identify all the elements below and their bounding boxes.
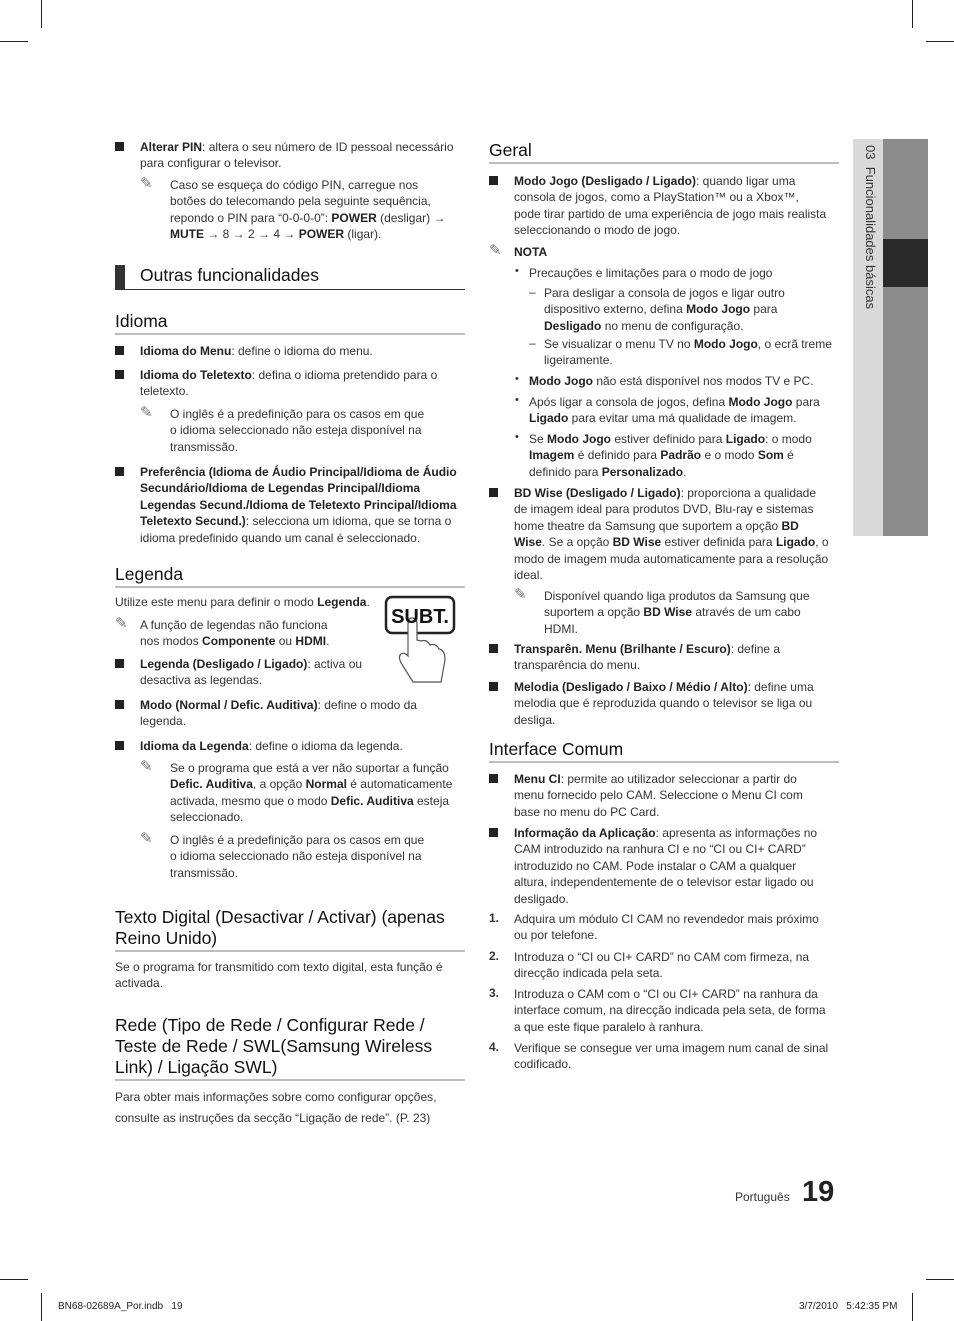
modo-jogo-item: Modo Jogo (Desligado / Ligado): quando ligar uma consola de jogos, como a PlayStation™ ou a Xbox™, pode tirar partido de uma experiência de jogo mais realista seleccionando o modo de jogo. bbox=[514, 174, 827, 238]
bullet-dash: – bbox=[529, 336, 536, 350]
bullet-square bbox=[489, 774, 498, 783]
bd-wise-note: Disponível quando liga produtos da Samsung que suportem a opção BD Wise através de um cabo HDMI. bbox=[544, 589, 810, 636]
crop-mark bbox=[41, 1293, 42, 1321]
note-pencil-icon: ✎ bbox=[140, 175, 153, 192]
section-title-outras: Outras funcionalidades bbox=[140, 265, 319, 285]
heading-rule bbox=[489, 162, 839, 164]
bd-wise-item: BD Wise (Desligado / Ligado): proporciona a qualidade de imagem ideal para produtos DVD, Blu-ray e sistemas home theatre da Samsung que suportem a opção BD Wise. Se a opção BD Wise estiver definida para Ligado, o modo de imagem muda automaticamente para a resolução ideal. bbox=[514, 486, 829, 583]
note-pencil-icon: ✎ bbox=[514, 586, 527, 603]
bullet-dash: – bbox=[529, 285, 536, 299]
heading-rule bbox=[489, 761, 839, 763]
crop-mark bbox=[0, 1279, 28, 1280]
subt-remote-button-illustration bbox=[383, 594, 458, 686]
heading-idioma: Idioma bbox=[115, 311, 168, 331]
page-number: 19 bbox=[802, 1176, 835, 1208]
bullet-square bbox=[115, 346, 124, 355]
note-pencil-icon: ✎ bbox=[140, 404, 153, 421]
bullet-dot: • bbox=[515, 431, 519, 443]
bullet-square bbox=[115, 142, 124, 151]
bullet-square bbox=[489, 176, 498, 185]
pin-note: Caso se esqueça do código PIN, carregue nos botões do telecomando pela seguinte sequência, repondo o PIN para “0-0-0-0”: POWER (desligar) → MUTE → 8 → 2 → 4 → POWER (ligar). bbox=[170, 178, 446, 242]
legenda-ligado-item: Legenda (Desligado / Ligado): activa ou desactiva as legendas. bbox=[140, 657, 363, 688]
heading-legenda: Legenda bbox=[115, 564, 184, 584]
bullet-dot: • bbox=[515, 373, 519, 385]
step-number: 1. bbox=[489, 911, 500, 925]
crop-mark bbox=[912, 1293, 913, 1321]
note-pencil-icon: ✎ bbox=[489, 242, 502, 259]
idioma-note: O inglês é a predefinição para os casos em que o idioma seleccionado não esteja disponível na transmissão. bbox=[170, 407, 425, 454]
idioma-legenda-item: Idioma da Legenda: define o idioma da legenda. bbox=[140, 739, 403, 753]
heading-interface-comum: Interface Comum bbox=[489, 739, 624, 759]
transparencia-item: Transparên. Menu (Brilhante / Escuro): define a transparência do menu. bbox=[514, 642, 781, 673]
game-bullet-1: Precauções e limitações para o modo de jogo bbox=[529, 266, 773, 280]
legenda-note-ingles: O inglês é a predefinição para os casos em que o idioma seleccionado não esteja disponível na transmissão. bbox=[170, 833, 425, 880]
step-item: Adquira um módulo CI CAM no revendedor mais próximo ou por telefone. bbox=[514, 912, 819, 943]
legenda-intro: Utilize este menu para definir o modo Legenda. bbox=[115, 595, 370, 609]
footer-language: Português bbox=[735, 1190, 790, 1204]
note-pencil-icon: ✎ bbox=[115, 615, 128, 632]
footer-date: 3/7/2010 5:42:35 PM bbox=[799, 1301, 898, 1312]
step-number: 4. bbox=[489, 1040, 500, 1054]
note-pencil-icon: ✎ bbox=[140, 830, 153, 847]
crop-mark bbox=[926, 1279, 954, 1280]
heading-rede: Rede (Tipo de Rede / Configurar Rede / Teste de Rede / SWL(Samsung Wireless Link) / Ligação SWL) bbox=[115, 1015, 433, 1077]
chapter-tab-marker bbox=[883, 239, 928, 287]
heading-rule bbox=[115, 333, 465, 335]
chapter-tab-band bbox=[883, 139, 928, 239]
bullet-square bbox=[115, 659, 124, 668]
legenda-note-defic: Se o programa que está a ver não suportar a função Defic. Auditiva, a opção Normal é automaticamente activada, mesmo que o modo Defic. Auditiva esteja seleccionado. bbox=[170, 761, 453, 825]
step-item: Verifique se consegue ver uma imagem num canal de sinal codificado. bbox=[514, 1041, 829, 1072]
chapter-label: 03 Funcionalidades básicas bbox=[863, 145, 878, 310]
bullet-square bbox=[115, 741, 124, 750]
section-rule bbox=[115, 289, 465, 290]
section-marker bbox=[115, 265, 125, 289]
bullet-square bbox=[115, 467, 124, 476]
step-number: 2. bbox=[489, 949, 500, 963]
heading-geral: Geral bbox=[489, 140, 532, 160]
game-bullet-4: Se Modo Jogo estiver definido para Ligado: o modo Imagem é definido para Padrão e o modo Som é definido para Personalizado. bbox=[529, 432, 812, 479]
crop-mark bbox=[926, 41, 954, 42]
crop-mark bbox=[912, 0, 913, 28]
preferencia-item: Preferência (Idioma de Áudio Principal/Idioma de Áudio Secundário/Idioma de Legendas Principal/Idioma Legendas Secund./Idioma de Teletexto Principal/Idioma Teletexto Secund.): selecciona um idioma, que se torna o idioma predefinido quando um canal é seleccionado. bbox=[140, 465, 457, 545]
alterar-pin-item: Alterar PIN: altera o seu número de ID pessoal necessário para configurar o televisor. bbox=[140, 140, 454, 171]
texto-digital-body: Se o programa for transmitido com texto digital, esta função é activada. bbox=[115, 960, 443, 991]
bullet-square bbox=[489, 828, 498, 837]
idioma-teletexto-item: Idioma do Teletexto: defina o idioma pretendido para o teletexto. bbox=[140, 368, 438, 399]
subt-label: SUBT. bbox=[391, 606, 449, 628]
idioma-menu-item: Idioma do Menu: define o idioma do menu. bbox=[140, 344, 373, 358]
heading-texto-digital: Texto Digital (Desactivar / Activar) (apenas Reino Unido) bbox=[115, 907, 445, 948]
heading-rule bbox=[115, 586, 465, 588]
nota-label: NOTA bbox=[514, 245, 548, 259]
bullet-square bbox=[489, 644, 498, 653]
step-item: Introduza o CAM com o “CI ou CI+ CARD” na ranhura da interface comum, na direcção indicada pela seta, de forma a que este fique paralelo à ranhura. bbox=[514, 987, 826, 1034]
melodia-item: Melodia (Desligado / Baixo / Médio / Alto): define uma melodia que é reproduzida quando o televisor se liga ou desliga. bbox=[514, 680, 814, 727]
game-bullet-3: Após ligar a consola de jogos, defina Modo Jogo para Ligado para evitar uma má qualidade de imagem. bbox=[529, 395, 820, 426]
game-dash-2: Se visualizar o menu TV no Modo Jogo, o ecrã treme ligeiramente. bbox=[544, 337, 832, 368]
bullet-dot: • bbox=[515, 265, 519, 277]
bullet-square bbox=[489, 682, 498, 691]
chapter-tab-band bbox=[883, 287, 928, 536]
bullet-square bbox=[489, 488, 498, 497]
game-bullet-2: Modo Jogo não está disponível nos modos TV e PC. bbox=[529, 374, 814, 388]
menu-ci-item: Menu CI: permite ao utilizador seleccionar a partir do menu fornecido pelo CAM. Seleccione o Menu CI com base no menu do PC Card. bbox=[514, 772, 803, 819]
bullet-square bbox=[115, 700, 124, 709]
modo-legenda-item: Modo (Normal / Defic. Auditiva): define o modo da legenda. bbox=[140, 698, 417, 729]
crop-mark bbox=[41, 0, 42, 28]
game-dash-1: Para desligar a consola de jogos e ligar outro dispositivo externo, defina Modo Jogo para Desligado no menu de configuração. bbox=[544, 286, 785, 333]
info-aplicacao-item: Informação da Aplicação: apresenta as informações no CAM introduzido na ranhura CI e no “CI ou CI+ CARD” introduzido no CAM. Pode instalar o CAM a qualquer altura, independentemente de o televisor estar ligado ou desligado. bbox=[514, 826, 818, 906]
legenda-note: A função de legendas não funciona nos modos Componente ou HDMI. bbox=[140, 618, 330, 649]
heading-rule bbox=[115, 1079, 465, 1081]
bullet-dot: • bbox=[515, 394, 519, 406]
note-pencil-icon: ✎ bbox=[140, 758, 153, 775]
heading-rule bbox=[115, 950, 465, 952]
step-item: Introduza o “CI ou CI+ CARD” no CAM com firmeza, na direcção indicada pela seta. bbox=[514, 950, 810, 981]
crop-mark bbox=[0, 41, 28, 42]
footer-file: BN68-02689A_Por.indb 19 bbox=[58, 1301, 183, 1312]
rede-body: Para obter mais informações sobre como configurar opções, consulte as instruções da secção “Ligação de rede”. (P. 23) bbox=[115, 1090, 437, 1125]
bullet-square bbox=[115, 370, 124, 379]
step-number: 3. bbox=[489, 986, 500, 1000]
